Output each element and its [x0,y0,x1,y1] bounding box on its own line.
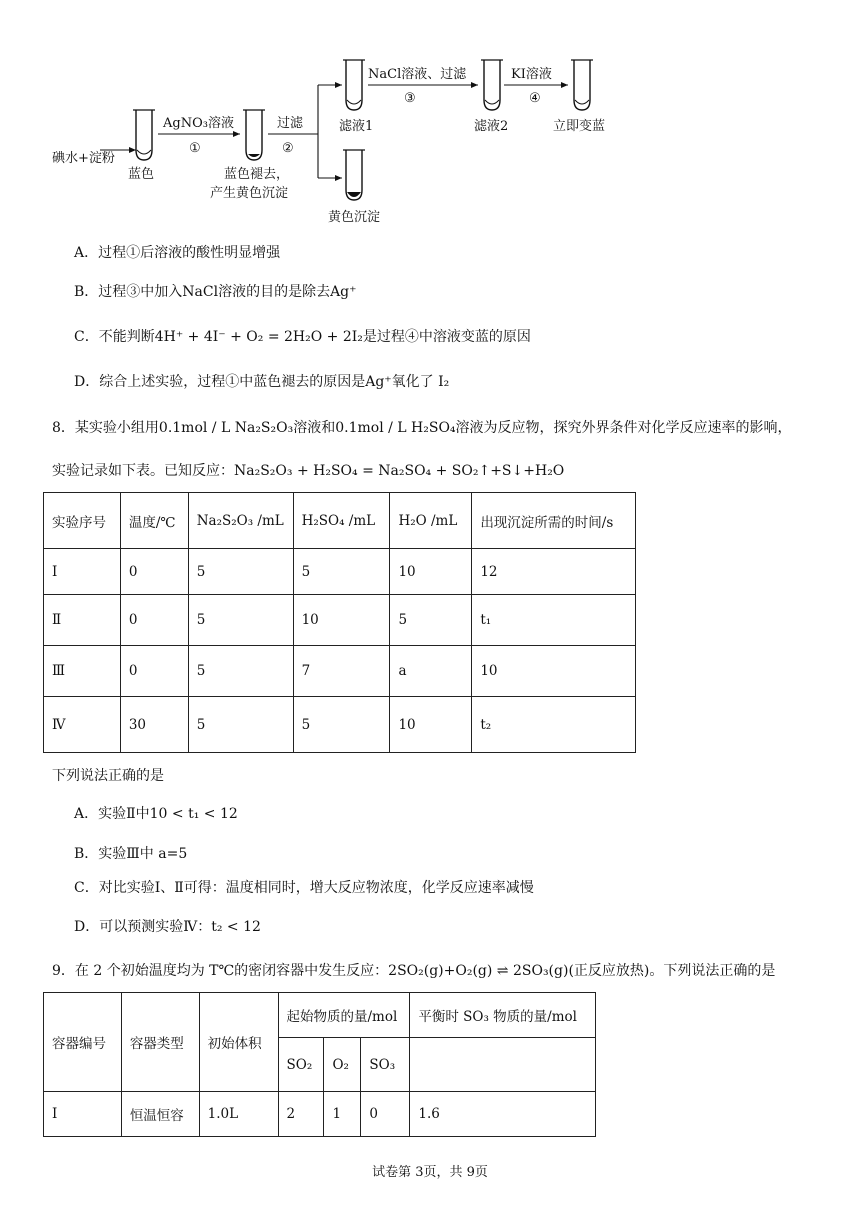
q8-th-na2s2o3: Na₂S₂O₃ /mL [188,493,293,549]
label-step2-num: ② [282,141,294,156]
table-cell: 5 [390,595,472,646]
table-cell: 5 [188,697,293,753]
table-cell: 5 [188,646,293,697]
label-step4-reagent: KI溶液 [511,67,552,82]
q9-th-id: 容器编号 [44,993,122,1092]
q8-option-a: A．实验Ⅱ中10 < t₁ < 12 [74,806,238,822]
q9-th-so2: SO₂ [278,1038,324,1092]
table-cell: 5 [293,549,390,595]
table-cell: 0 [120,549,188,595]
table-cell: 12 [472,549,636,595]
label-step3-num: ③ [404,91,416,106]
test-tube-1 [133,110,155,160]
label-step1-num: ① [189,141,201,156]
q8-th-h2so4: H₂SO₄ /mL [293,493,390,549]
q8-th-id: 实验序号 [44,493,121,549]
label-filtrate1: 滤液1 [339,119,374,134]
label-final: 立即变蓝 [553,119,606,134]
test-tube-final [571,60,593,110]
table-cell: 0 [120,595,188,646]
table-cell: 2 [278,1092,324,1137]
table-cell: 5 [188,549,293,595]
test-tube-precipitate [343,150,365,200]
test-tube-filtrate1 [343,60,365,110]
label-step1-reagent: AgNO₃溶液 [163,116,234,131]
q7-option-d: D．综合上述实验，过程①中蓝色褪去的原因是Ag⁺氧化了 I₂ [74,374,450,390]
label-tube2-line1: 蓝色褪去， [224,167,290,182]
table-cell: Ⅰ [44,1092,122,1137]
q8-option-c: C．对比实验Ⅰ、Ⅱ可得：温度相同时，增大反应物浓度，化学反应速率减慢 [74,880,534,896]
test-tube-filtrate2 [481,60,503,110]
page-footer: 试卷第 3页，共 9页 [372,1165,488,1180]
table-cell: 10 [390,549,472,595]
label-step3-reagent: NaCl溶液、过滤 [368,67,467,82]
table-row [44,1092,596,1137]
q8-th-temp: 温度/℃ [120,493,188,549]
table-cell: 0 [120,646,188,697]
table-cell: 10 [293,595,390,646]
experiment-flow-diagram [0,0,860,230]
label-filtrate2: 滤液2 [474,119,509,134]
table-cell: 10 [472,646,636,697]
table-cell: 恒温恒容 [121,1092,199,1137]
table-cell: 7 [293,646,390,697]
q8-option-d: D．可以预测实验Ⅳ：t₂ < 12 [74,919,261,935]
table-row [44,646,636,697]
table-cell: 10 [390,697,472,753]
table-cell: Ⅳ [44,697,121,753]
q7-option-b: B．过程③中加入NaCl溶液的目的是除去Ag⁺ [74,284,357,300]
test-tube-2 [243,110,265,160]
label-tube1: 蓝色 [128,167,155,182]
table-row [44,595,636,646]
q9-th-type: 容器类型 [121,993,199,1092]
q9-table [43,992,596,1137]
q8-option-b: B．实验Ⅲ中 a=5 [74,846,188,862]
q9-stem: 9．在 2 个初始温度均为 T℃的密闭容器中发生反应：2SO₂(g)+O₂(g) ⇌ 2SO₃(g)(正反应放热)。下列说法正确的是 [52,963,776,979]
table-cell: Ⅰ [44,549,121,595]
table-cell: 1 [324,1092,361,1137]
q9-th-equilibrium: 平衡时 SO₃ 物质的量/mol [410,993,596,1038]
q8-prompt: 下列说法正确的是 [52,768,164,784]
label-start: 碘水+淀粉 [52,151,115,166]
table-cell: 0 [361,1092,410,1137]
table-row [44,697,636,753]
table-cell: 5 [293,697,390,753]
table-row [44,549,636,595]
table-cell: 30 [120,697,188,753]
q8-stem-line1: 8．某实验小组用0.1mol / L Na₂S₂O₃溶液和0.1mol / L H₂SO₄溶液为反应物，探究外界条件对化学反应速率的影响， [52,420,792,436]
label-step2-reagent: 过滤 [277,116,304,131]
q8-stem-line2: 实验记录如下表。已知反应：Na₂S₂O₃ + H₂SO₄ = Na₂SO₄ + SO₂↑+S↓+H₂O [52,463,565,479]
q7-option-a: A．过程①后溶液的酸性明显增强 [74,245,281,261]
q9-th-so3: SO₃ [361,1038,410,1092]
table-cell: Ⅲ [44,646,121,697]
q8-th-h2o: H₂O /mL [390,493,472,549]
label-tube2-line2: 产生黄色沉淀 [210,186,289,201]
q9-th-empty [410,1038,596,1092]
q8-table [43,492,636,753]
table-cell: Ⅱ [44,595,121,646]
q8-th-time: 出现沉淀所需的时间/s [472,493,636,549]
table-cell: t₁ [472,595,636,646]
table-cell: a [390,646,472,697]
table-cell: 1.6 [410,1092,596,1137]
q9-th-volume: 初始体积 [199,993,278,1092]
q7-option-c: C．不能判断4H⁺ + 4I⁻ + O₂ = 2H₂O + 2I₂是过程④中溶液变蓝的原因 [74,329,531,345]
table-cell: 5 [188,595,293,646]
q9-th-start: 起始物质的量/mol [278,993,410,1038]
label-precipitate: 黄色沉淀 [328,210,381,225]
label-step4-num: ④ [529,91,541,106]
table-cell: t₂ [472,697,636,753]
q8-table-header [44,493,636,549]
q9-th-o2: O₂ [324,1038,361,1092]
table-cell: 1.0L [199,1092,278,1137]
